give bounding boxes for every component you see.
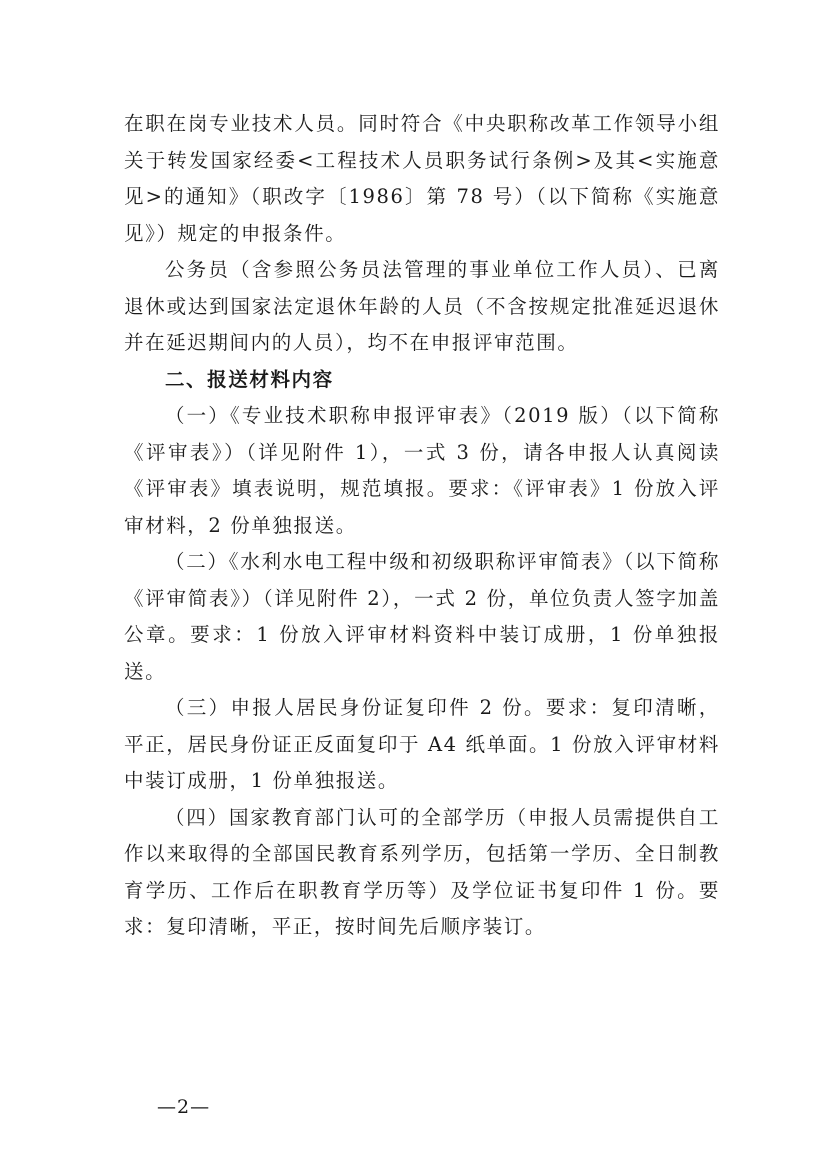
- paragraph-exclusions: 公务员（含参照公务员法管理的事业单位工作人员）、已离退休或达到国家法定退休年龄的人员（不含按规定批准延迟退休并在延迟期间内的人员），均不在申报评审范围。: [124, 258, 720, 354]
- section-heading-materials: 二、报送材料内容: [164, 367, 334, 391]
- paragraph-item-3: （三）申报人居民身份证复印件 2 份。要求：复印清晰，平正，居民身份证正反面复印于 A4 纸单面。1 份放入评审材料中装订成册，1 份单独报送。: [124, 696, 720, 792]
- document-body: [124, 106, 720, 946]
- paragraph-eligibility: 在职在岗专业技术人员。同时符合《中央职称改革工作领导小组关于转发国家经委<工程技术人员职务试行条例>及其<实施意见>的通知》（职改字〔1986〕第 78 号）（以下简称《实施意见》）规定的申报条件。: [124, 112, 720, 245]
- paragraph-item-4: （四）国家教育部门认可的全部学历（申报人员需提供自工作以来取得的全部国民教育系列学历，包括第一学历、全日制教育学历、工作后在职教育学历等）及学位证书复印件 1 份。要求：复印清晰，平正，按时间先后顺序装订。: [124, 805, 720, 938]
- paragraph-item-2: （二）《水利水电工程中级和初级职称评审简表》（以下简称《评审简表》）（详见附件 2），一式 2 份，单位负责人签字加盖公章。要求：1 份放入评审材料资料中装订成册，1 份单独报送。: [124, 550, 720, 683]
- paragraph-item-1: （一）《专业技术职称申报评审表》（2019 版）（以下简称《评审表》）（详见附件 1），一式 3 份，请各申报人认真阅读《评审表》填表说明，规范填报。要求：《评审表》1 份放入评审材料，2 份单独报送。: [124, 404, 720, 537]
- page-number: —2—: [157, 1096, 211, 1118]
